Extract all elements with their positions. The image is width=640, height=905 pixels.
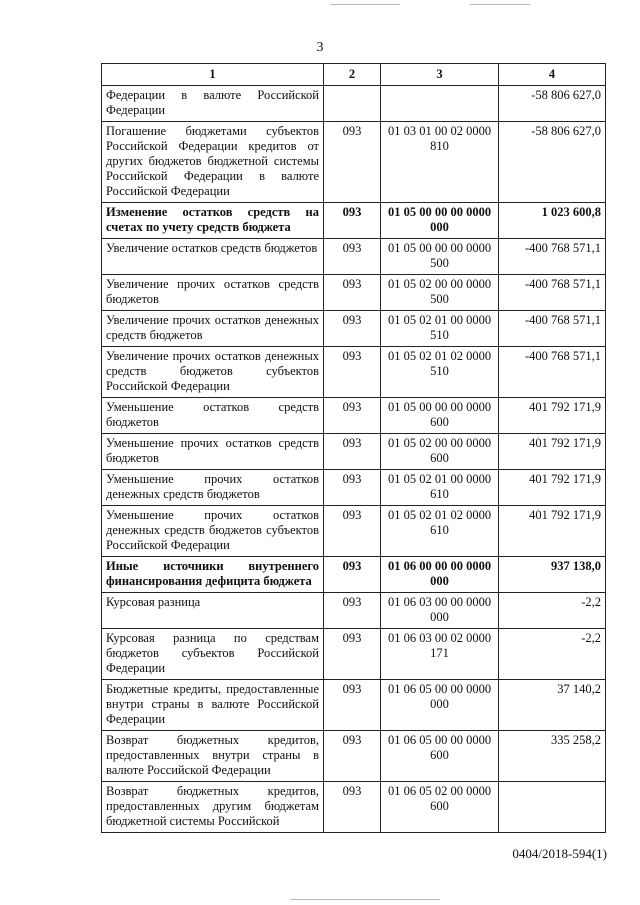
table-row <box>102 593 606 629</box>
table-row <box>102 731 606 782</box>
table-row <box>102 629 606 680</box>
table-row <box>102 680 606 731</box>
row-amount-cell: -400 768 571,1 <box>499 311 606 347</box>
column-header-1: 1 <box>102 64 324 86</box>
scan-artifact-top-right <box>470 4 530 5</box>
table-row <box>102 239 606 275</box>
row-kbk-cell: 01 05 02 01 02 0000 510 <box>381 347 499 398</box>
table-row <box>102 398 606 434</box>
row-code-cell: 093 <box>324 680 381 731</box>
row-code-cell: 093 <box>324 731 381 782</box>
row-amount-cell: 401 792 171,9 <box>499 398 606 434</box>
row-code-cell: 093 <box>324 347 381 398</box>
page-number: 3 <box>316 40 324 55</box>
row-code-cell: 093 <box>324 629 381 680</box>
column-header-4: 4 <box>499 64 606 86</box>
row-kbk-cell: 01 06 05 00 00 0000 000 <box>381 680 499 731</box>
row-name-cell: Увеличение прочих остатков средств бюджетов <box>102 275 324 311</box>
table-row <box>102 557 606 593</box>
row-name-cell: Увеличение прочих остатков денежных средств бюджетов субъектов Российской Федерации <box>102 347 324 398</box>
row-name-cell: Увеличение прочих остатков денежных средств бюджетов <box>102 311 324 347</box>
document-id: 0404/2018-594(1) <box>512 846 607 861</box>
row-amount-cell: 401 792 171,9 <box>499 470 606 506</box>
table-header-row <box>102 64 606 86</box>
row-amount-cell: -58 806 627,0 <box>499 122 606 203</box>
row-code-cell: 093 <box>324 311 381 347</box>
row-name-cell: Возврат бюджетных кредитов, предоставленных другим бюджетам бюджетной системы Российской <box>102 782 324 833</box>
row-kbk-cell: 01 06 05 02 00 0000 600 <box>381 782 499 833</box>
row-name-cell: Погашение бюджетами субъектов Российской Федерации кредитов от других бюджетов бюджетной системы Российской Федерации в валюте Российской Федерации <box>102 122 324 203</box>
row-name-cell: Курсовая разница по средствам бюджетов субъектов Российской Федерации <box>102 629 324 680</box>
table-row <box>102 506 606 557</box>
row-name-cell: Уменьшение прочих остатков средств бюджетов <box>102 434 324 470</box>
row-kbk-cell: 01 05 00 00 00 0000 500 <box>381 239 499 275</box>
row-kbk-cell: 01 05 00 00 00 0000 600 <box>381 398 499 434</box>
row-amount-cell: -400 768 571,1 <box>499 239 606 275</box>
row-amount-cell: -58 806 627,0 <box>499 86 606 122</box>
row-amount-cell <box>499 782 606 833</box>
row-kbk-cell: 01 06 05 00 00 0000 600 <box>381 731 499 782</box>
row-amount-cell: -400 768 571,1 <box>499 347 606 398</box>
row-kbk-cell: 01 05 02 00 00 0000 600 <box>381 434 499 470</box>
row-kbk-cell: 01 05 02 01 02 0000 610 <box>381 506 499 557</box>
budget-sources-table <box>101 63 606 833</box>
row-amount-cell: 401 792 171,9 <box>499 506 606 557</box>
row-kbk-cell: 01 06 03 00 00 0000 000 <box>381 593 499 629</box>
row-kbk-cell: 01 05 02 01 00 0000 610 <box>381 470 499 506</box>
row-amount-cell: 401 792 171,9 <box>499 434 606 470</box>
row-name-cell: Возврат бюджетных кредитов, предоставленных внутри страны в валюте Российской Федерации <box>102 731 324 782</box>
column-header-2: 2 <box>324 64 381 86</box>
row-code-cell: 093 <box>324 275 381 311</box>
row-name-cell: Бюджетные кредиты, предоставленные внутри страны в валюте Российской Федерации <box>102 680 324 731</box>
row-code-cell: 093 <box>324 239 381 275</box>
row-name-cell: Увеличение остатков средств бюджетов <box>102 239 324 275</box>
row-code-cell: 093 <box>324 122 381 203</box>
table-row <box>102 782 606 833</box>
row-kbk-cell: 01 06 00 00 00 0000 000 <box>381 557 499 593</box>
row-code-cell: 093 <box>324 506 381 557</box>
row-name-cell: Уменьшение прочих остатков денежных средств бюджетов субъектов Российской Федерации <box>102 506 324 557</box>
row-name-cell: Иные источники внутреннего финансирования дефицита бюджета <box>102 557 324 593</box>
table-row <box>102 434 606 470</box>
row-amount-cell: 37 140,2 <box>499 680 606 731</box>
table-row <box>102 311 606 347</box>
table-body <box>102 86 606 833</box>
table-row <box>102 122 606 203</box>
row-code-cell: 093 <box>324 782 381 833</box>
scan-artifact-top <box>330 4 400 5</box>
row-kbk-cell: 01 06 03 00 02 0000 171 <box>381 629 499 680</box>
row-kbk-cell: 01 05 02 00 00 0000 500 <box>381 275 499 311</box>
row-amount-cell: -400 768 571,1 <box>499 275 606 311</box>
row-amount-cell: 335 258,2 <box>499 731 606 782</box>
row-name-cell: Уменьшение прочих остатков денежных средств бюджетов <box>102 470 324 506</box>
row-name-cell: Уменьшение остатков средств бюджетов <box>102 398 324 434</box>
table-row <box>102 347 606 398</box>
row-name-cell: Изменение остатков средств на счетах по учету средств бюджета <box>102 203 324 239</box>
row-kbk-cell: 01 03 01 00 02 0000 810 <box>381 122 499 203</box>
row-code-cell <box>324 86 381 122</box>
row-code-cell: 093 <box>324 557 381 593</box>
table-row <box>102 470 606 506</box>
row-amount-cell: -2,2 <box>499 629 606 680</box>
row-code-cell: 093 <box>324 470 381 506</box>
row-amount-cell: 937 138,0 <box>499 557 606 593</box>
row-code-cell: 093 <box>324 398 381 434</box>
row-code-cell: 093 <box>324 434 381 470</box>
row-amount-cell: -2,2 <box>499 593 606 629</box>
column-header-3: 3 <box>381 64 499 86</box>
row-code-cell: 093 <box>324 593 381 629</box>
row-amount-cell: 1 023 600,8 <box>499 203 606 239</box>
table-row <box>102 275 606 311</box>
row-code-cell: 093 <box>324 203 381 239</box>
scan-artifact-bottom <box>290 899 440 900</box>
row-name-cell: Федерации в валюте Российской Федерации <box>102 86 324 122</box>
row-kbk-cell <box>381 86 499 122</box>
row-kbk-cell: 01 05 02 01 00 0000 510 <box>381 311 499 347</box>
table-row <box>102 203 606 239</box>
row-name-cell: Курсовая разница <box>102 593 324 629</box>
row-kbk-cell: 01 05 00 00 00 0000 000 <box>381 203 499 239</box>
table-row <box>102 86 606 122</box>
